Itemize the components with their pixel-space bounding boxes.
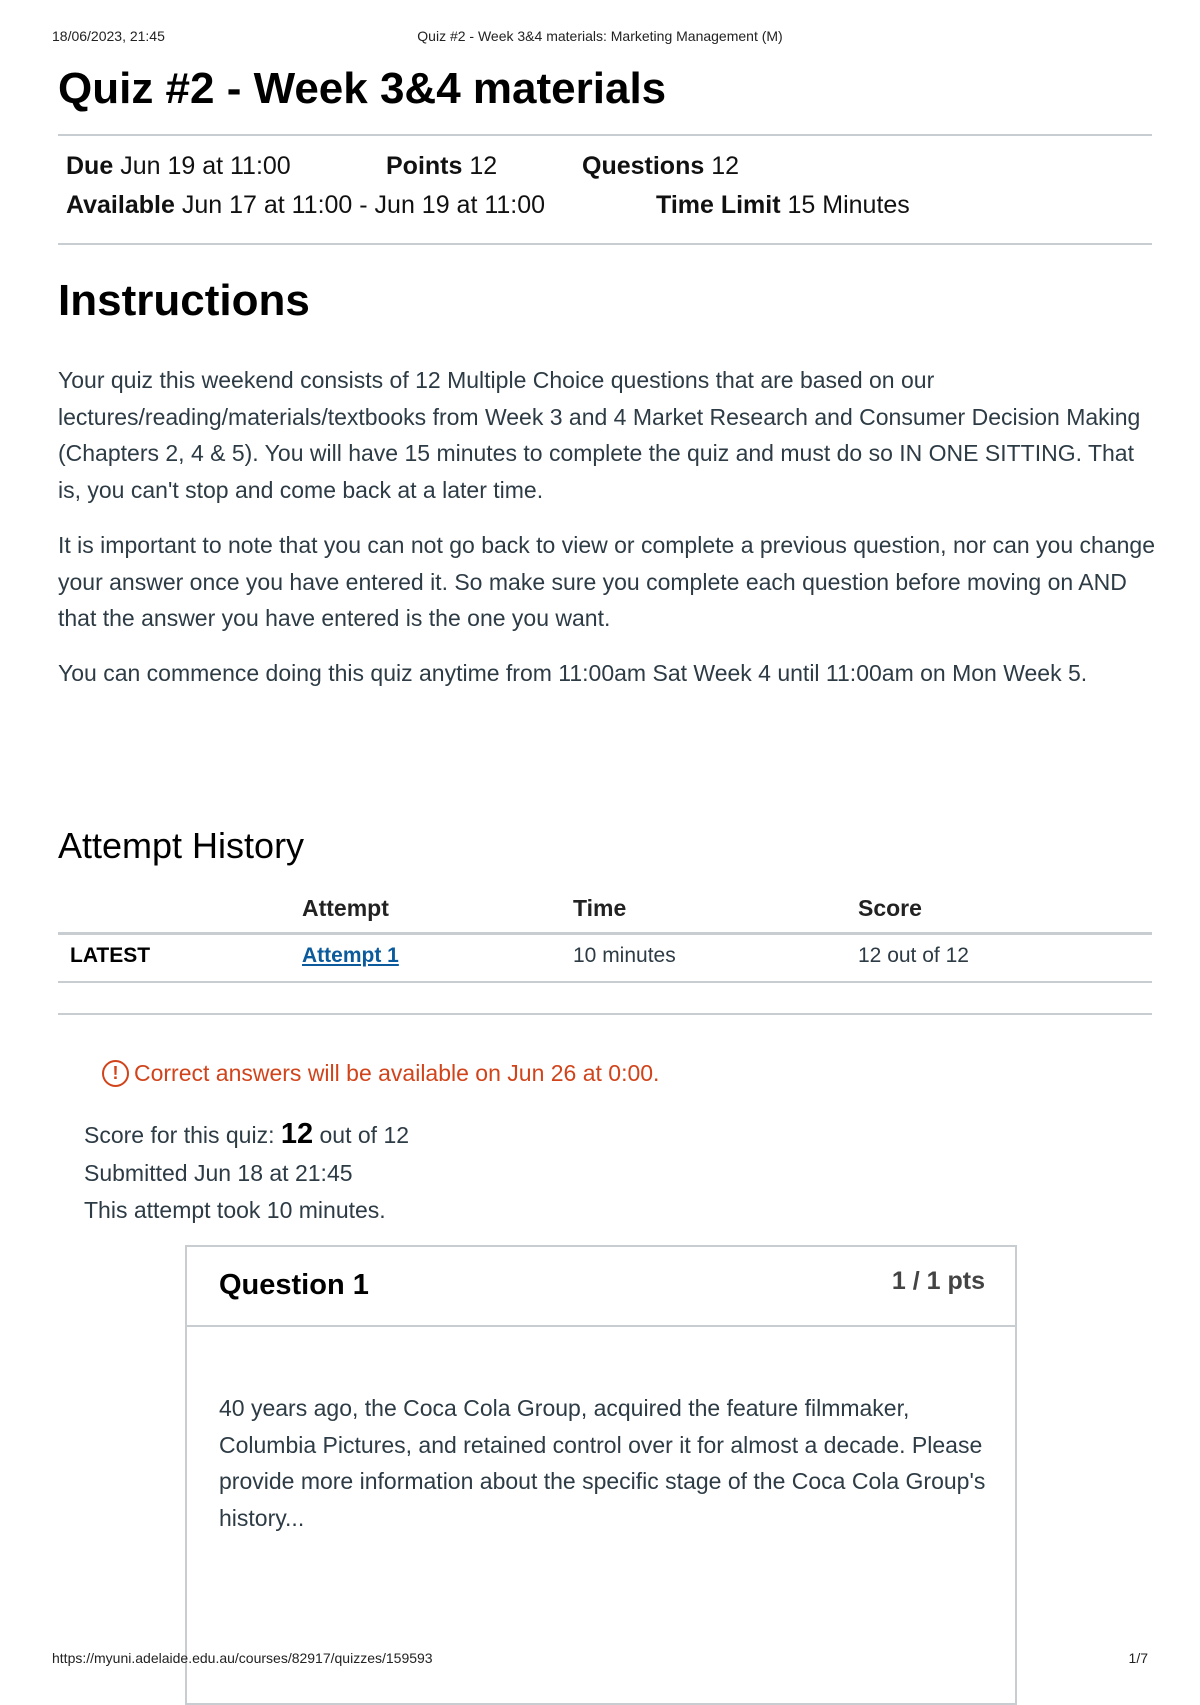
print-footer-page: 1/7 bbox=[1128, 1650, 1148, 1666]
score-suffix: out of 12 bbox=[313, 1122, 410, 1148]
instructions-heading: Instructions bbox=[58, 276, 310, 325]
points-value: 12 bbox=[469, 152, 498, 180]
instructions-paragraph-2: It is important to note that you can not go back to view or complete a previous question, nor can you change your answer once you have entered it. So make sure you complete each question before moving on AND that the answer you have entered is the one you want. bbox=[58, 532, 1155, 631]
question-header bbox=[187, 1247, 1015, 1327]
available-value: Jun 17 at 11:00 - Jun 19 at 11:00 bbox=[181, 191, 546, 219]
page-title: Quiz #2 - Week 3&4 materials bbox=[58, 64, 667, 113]
attempt-table-row-rule bbox=[58, 981, 1152, 983]
correct-answers-text: Correct answers will be available on Jun 26 at 0:00. bbox=[134, 1060, 660, 1086]
instructions-paragraph-3: You can commence doing this quiz anytime from 11:00am Sat Week 4 until 11:00am on Mon Week 5. bbox=[58, 660, 1088, 686]
quiz-meta-row-2 bbox=[66, 191, 910, 220]
due-value: Jun 19 at 11:00 bbox=[120, 152, 291, 180]
questions-value: 12 bbox=[711, 152, 740, 180]
available-label: Available bbox=[66, 191, 175, 219]
questions-label: Questions bbox=[582, 152, 705, 180]
score-line bbox=[84, 1118, 409, 1151]
points-item bbox=[386, 152, 582, 181]
time-limit-label: Time Limit bbox=[656, 191, 781, 219]
available-item bbox=[66, 191, 656, 220]
print-header-title: Quiz #2 - Week 3&4 materials: Marketing Management (M) bbox=[417, 28, 783, 44]
correct-answers-notice bbox=[102, 1060, 659, 1087]
rule-before-result bbox=[58, 1013, 1152, 1015]
submitted-line: Submitted Jun 18 at 21:45 bbox=[84, 1160, 353, 1186]
time-limit-item bbox=[656, 191, 910, 220]
exclamation-circle-icon: ! bbox=[102, 1060, 129, 1087]
print-footer-url: https://myuni.adelaide.edu.au/courses/82917/quizzes/159593 bbox=[52, 1650, 433, 1666]
rule-meta-bottom bbox=[58, 243, 1152, 245]
print-header-date: 18/06/2023, 21:45 bbox=[52, 28, 165, 44]
instructions-paragraph-1: Your quiz this weekend consists of 12 Multiple Choice questions that are based on our lectures/reading/materials/textbooks from Week 3 and 4 Market Research and Consumer Decision Making (Chapters 2, 4 & 5). You will have 15 minutes to complete the quiz and must do so IN ONE SITTING. That is, you can't stop and come back at a later time. bbox=[58, 367, 1141, 503]
attempt-table-header-rule bbox=[58, 932, 1152, 935]
column-header-attempt: Attempt bbox=[302, 895, 389, 921]
question-card bbox=[185, 1245, 1017, 1705]
points-label: Points bbox=[386, 152, 463, 180]
attempt-history-heading: Attempt History bbox=[58, 825, 305, 866]
due-item bbox=[66, 152, 386, 181]
question-title: Question 1 bbox=[219, 1269, 369, 1301]
attempt-score: 12 out of 12 bbox=[858, 944, 969, 967]
rule-top bbox=[58, 134, 1152, 136]
question-text: 40 years ago, the Coca Cola Group, acquired the feature filmmaker, Columbia Pictures, and retained control over it for almost a decade. Please provide more information about the specific stage of the Coca Cola Group's history... bbox=[219, 1395, 986, 1531]
latest-label: LATEST bbox=[70, 944, 151, 967]
duration-line: This attempt took 10 minutes. bbox=[84, 1197, 386, 1223]
quiz-meta-row-1 bbox=[66, 152, 739, 181]
score-prefix: Score for this quiz: bbox=[84, 1122, 281, 1148]
score-value: 12 bbox=[280, 1118, 314, 1150]
column-header-time: Time bbox=[573, 895, 627, 921]
questions-item bbox=[582, 152, 739, 181]
time-limit-value: 15 Minutes bbox=[787, 191, 910, 219]
column-header-score: Score bbox=[858, 895, 922, 921]
question-points: 1 / 1 pts bbox=[891, 1267, 985, 1295]
attempt-time: 10 minutes bbox=[573, 944, 676, 967]
due-label: Due bbox=[66, 152, 114, 180]
attempt-1-link[interactable]: Attempt 1 bbox=[302, 944, 399, 967]
